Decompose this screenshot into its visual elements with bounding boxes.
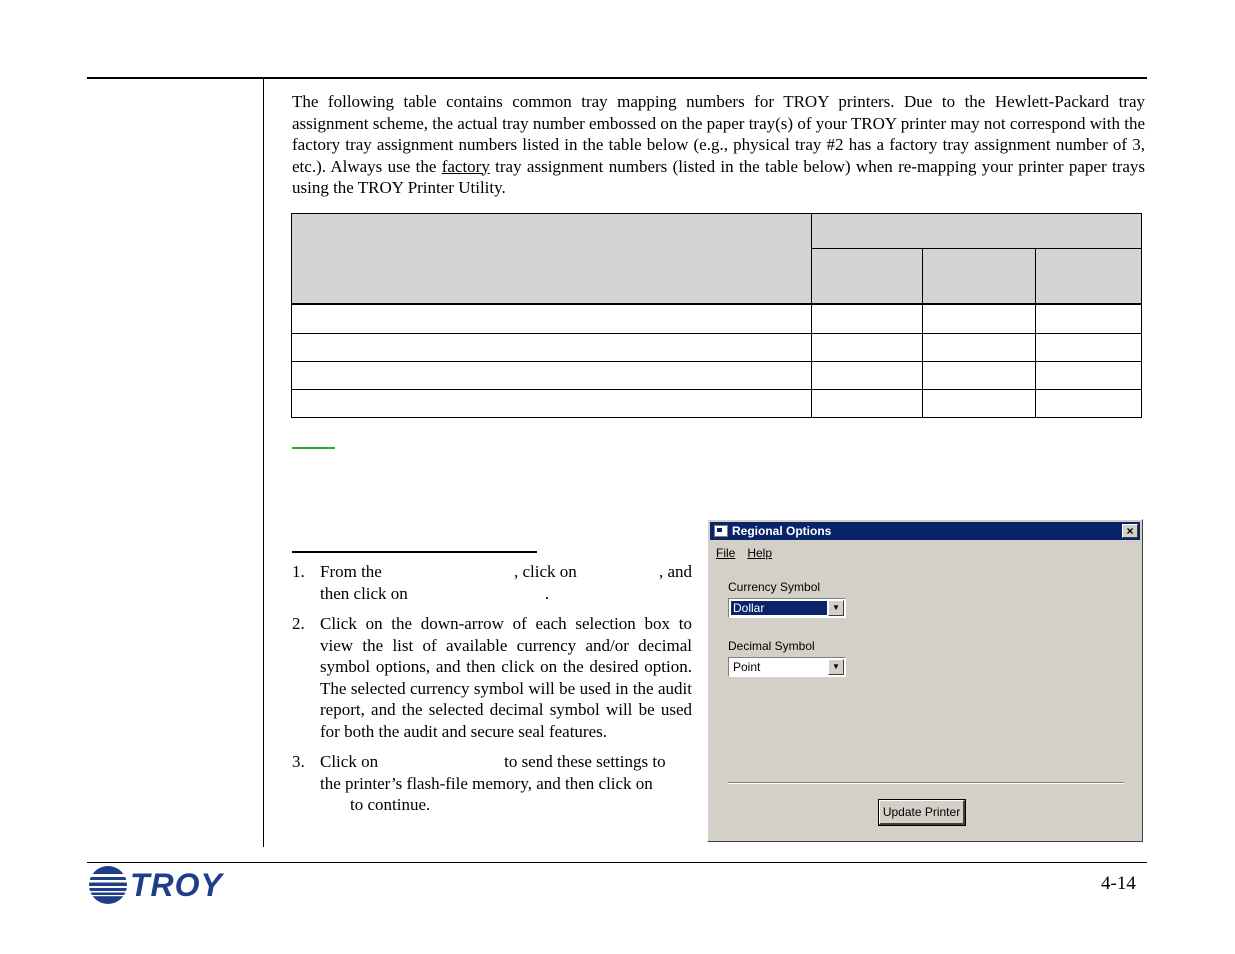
- intro-paragraph: [292, 91, 1145, 199]
- table-header-cell: [812, 249, 923, 305]
- step-number: 1.: [292, 562, 305, 581]
- header-rule: [87, 77, 1147, 79]
- close-button[interactable]: ×: [1122, 524, 1138, 538]
- step-text: then click on: [320, 583, 408, 603]
- table-row: [292, 304, 1142, 333]
- menu-bar: [716, 546, 772, 560]
- decimal-symbol-select[interactable]: [728, 657, 846, 677]
- step-text: .: [544, 583, 550, 603]
- footer-rule: [87, 862, 1147, 863]
- update-printer-button[interactable]: Update Printer: [879, 800, 965, 825]
- currency-symbol-value: Dollar: [731, 601, 827, 615]
- dialog-titlebar[interactable]: [710, 522, 1140, 540]
- table-row: [292, 333, 1142, 361]
- step-text: to send these settings to: [504, 752, 666, 771]
- step-text: From the: [320, 562, 382, 581]
- menu-help[interactable]: Help: [747, 546, 773, 560]
- step-number: 2.: [292, 614, 305, 633]
- tray-mapping-table: [291, 213, 1142, 418]
- page-number: 4-14: [1101, 873, 1136, 894]
- table-row: [292, 389, 1142, 417]
- window-icon: [714, 525, 728, 537]
- troy-globe-icon: [88, 865, 128, 905]
- dialog-title: Regional Options: [732, 524, 832, 538]
- step-2: [292, 613, 692, 742]
- table-header-cell: [292, 214, 812, 305]
- decimal-symbol-value: Point: [733, 660, 761, 674]
- note-link[interactable]: [292, 447, 335, 449]
- step-text: , click on: [514, 562, 577, 581]
- section-heading-rule: [292, 551, 537, 553]
- step-text: Click on the down-arrow of each selection box to view the list of available currency and/or decimal symbol options, and then click on the desired option. The selected currency symbol will be used in the audit report, and the selected decimal symbol will be used for both the audit and secure seal features.: [320, 614, 692, 741]
- decimal-symbol-label: Decimal Symbol: [728, 639, 815, 653]
- step-number: 3.: [292, 752, 305, 771]
- separator: [728, 782, 1124, 784]
- troy-logo: [88, 865, 223, 905]
- margin-rule: [263, 79, 264, 847]
- table-header-cell: [923, 249, 1035, 305]
- currency-symbol-select[interactable]: [728, 598, 846, 618]
- intro-text-1: The following table contains common tray mapping numbers for TROY printers. Due to the Hewlett-Packard tray assignment scheme, the actual tray number embossed on the paper tray(s) of your TROY printer may not correspond with the factory tray assignment numbers listed in the table below (e.g., physical tray #2 has a factory tray assignment number of 3, etc.). Always use the: [292, 92, 1145, 176]
- step-1: [292, 561, 692, 604]
- menu-file[interactable]: File: [716, 546, 736, 560]
- table-header-cell: [812, 214, 1142, 249]
- logo-wordmark: TROY: [130, 866, 223, 903]
- intro-factory-emphasis: factory: [441, 156, 490, 176]
- step-text: to continue.: [350, 795, 431, 814]
- instruction-steps: [292, 561, 692, 825]
- intro-text-2: tray assignment numbers (listed in the table below) when re-mapping your printer paper trays using the TROY Printer Utility.: [292, 156, 1146, 197]
- chevron-down-icon[interactable]: ▼: [828, 659, 844, 675]
- chevron-down-icon[interactable]: ▼: [828, 600, 844, 616]
- currency-symbol-label: Currency Symbol: [728, 580, 821, 594]
- table-row: [292, 361, 1142, 389]
- table-header-cell: [1035, 249, 1141, 305]
- step-text: , and: [658, 562, 692, 581]
- step-text: Click on: [320, 752, 379, 771]
- regional-options-dialog: [707, 519, 1143, 842]
- step-3: [292, 751, 692, 816]
- step-text: the printer’s flash-file memory, and then click on: [320, 773, 653, 793]
